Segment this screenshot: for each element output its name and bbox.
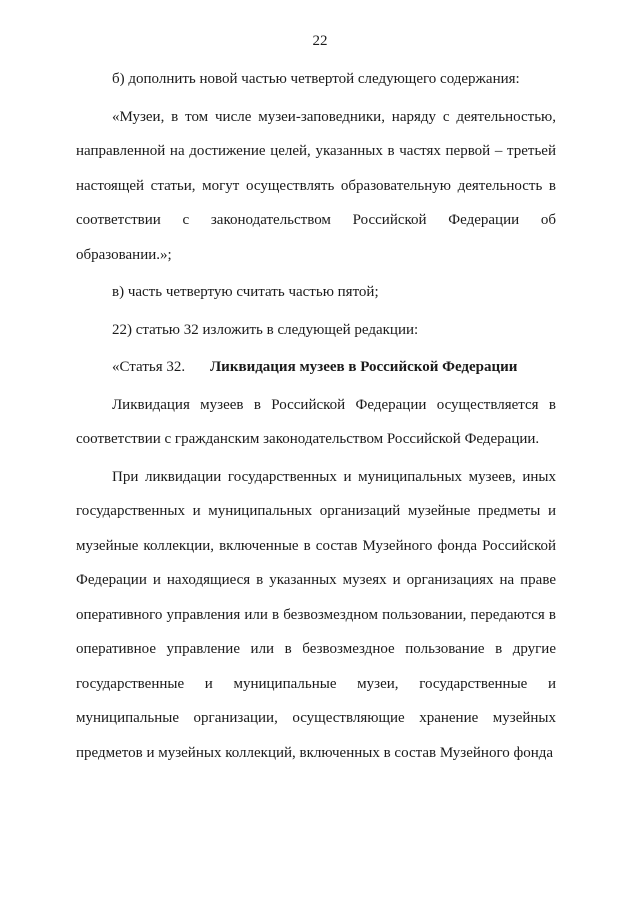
paragraph-amendment-b: б) дополнить новой частью четвертой следующего содержания: <box>112 71 520 87</box>
paragraph-item-22: 22) статью 32 изложить в следующей редакции: <box>112 321 419 338</box>
paragraph-amendment-v: в) часть четвертую считать частью пятой; <box>112 284 379 300</box>
article-title: Ликвидация музеев в Российской Федерации <box>210 359 518 375</box>
page-number: 22 <box>312 33 328 49</box>
document-body <box>76 62 556 770</box>
article-heading <box>76 350 556 385</box>
paragraph-liquidation-transfer: При ликвидации государственных и муниципальных музеев, иных государственных и муниципальных организаций музейные предметы и музейные коллекции, включенные в состав Музейного фонда Российской Федерации и находящиеся в указанных музеях и организациях на праве оперативного управления или в безвозмездном пользовании, передаются в оперативное управление или в безвозмездное пользование в другие государственные и муниципальные музеи, государственные и муниципальные организации, осуществляющие хранение музейных предметов и музейных коллекций, включенных в состав Музейного фонда <box>76 468 556 761</box>
paragraph-museum-quote: «Музеи, в том числе музеи-заповедники, наряду с деятельностью, направленной на достижение целей, указанных в частях первой – третьей настоящей статьи, могут осуществлять образовательную деятельность в соответствии с законодательством Российской Федерации об образовании.»; <box>76 108 556 263</box>
paragraph-liquidation-law: Ликвидация музеев в Российской Федерации осуществляется в соответствии с гражданским законодательством Российской Федерации. <box>76 396 556 447</box>
article-number: «Статья 32. <box>112 359 186 375</box>
